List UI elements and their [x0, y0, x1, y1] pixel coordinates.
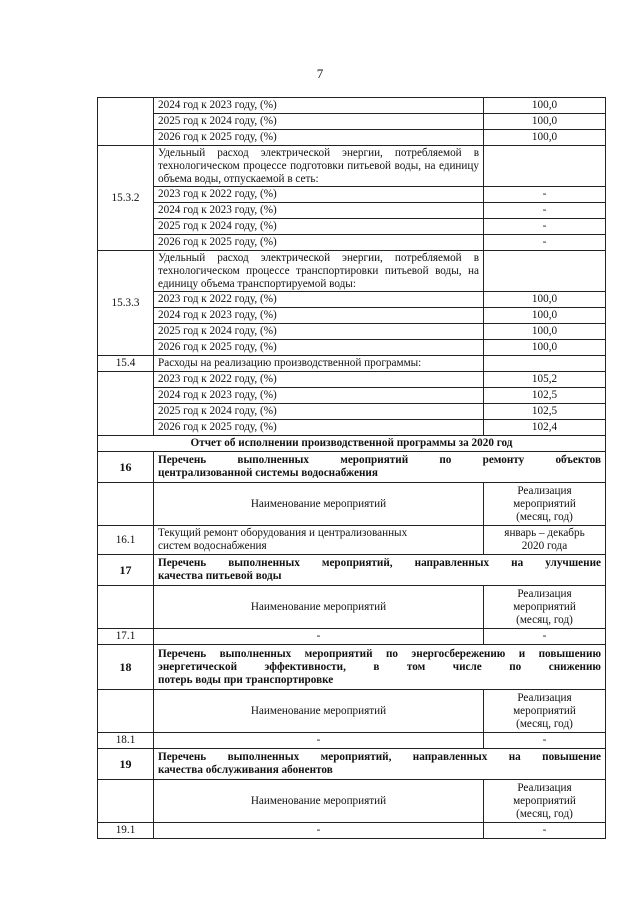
year-value: 105,2 [484, 372, 606, 388]
section-title-line: Перечень выполненных мероприятий по энергосбережению и [158, 647, 526, 660]
section-title-line: качества обслуживания абонентов [158, 764, 333, 776]
section-title-line: качества питьевой воды [158, 570, 282, 582]
item-value [484, 526, 606, 555]
year-value: 102,5 [484, 388, 606, 404]
empty-number-cell [98, 372, 154, 436]
section-row [98, 555, 606, 586]
item-value: - [484, 629, 606, 645]
header-line: (месяц, год) [516, 510, 573, 523]
empty-number-cell [98, 98, 154, 146]
table-row [98, 340, 606, 356]
item-description: - [154, 823, 484, 839]
year-label: 2024 год к 2023 году, (%) [154, 388, 484, 404]
section-row [98, 749, 606, 780]
item-number: 18.1 [98, 733, 154, 749]
table-row [98, 251, 606, 292]
year-value: 100,0 [484, 324, 606, 340]
column-header-realization [484, 586, 606, 629]
table-row [98, 146, 606, 187]
value-line: январь – декабрь [504, 527, 585, 539]
item-value: - [484, 733, 606, 749]
table-row [98, 130, 606, 146]
header-row [98, 586, 606, 629]
header-line: мероприятий [513, 704, 576, 717]
table-row [98, 292, 606, 308]
item-number: 19.1 [98, 823, 154, 839]
item-number: 15.3.2 [98, 146, 154, 251]
section-title-line: централизованной системы водоснабжения [158, 467, 378, 479]
item-description [154, 526, 484, 555]
section-number: 19 [98, 749, 154, 780]
table-row [98, 388, 606, 404]
empty-number-cell [98, 483, 154, 526]
year-value: 102,4 [484, 420, 606, 436]
table-row [98, 324, 606, 340]
year-label: 2026 год к 2025 году, (%) [154, 130, 484, 146]
section-title-line: повышению энергетической эффективности, в том числе по снижению [158, 647, 601, 673]
column-header-name: Наименование мероприятий [154, 780, 484, 823]
column-header-name: Наименование мероприятий [154, 586, 484, 629]
table-row [98, 98, 606, 114]
empty-value-cell [484, 146, 606, 187]
description-line: Текущий ремонт оборудования и централизованных [158, 527, 408, 539]
year-label: 2023 год к 2022 году, (%) [154, 187, 484, 203]
table-row [98, 823, 606, 839]
year-label: 2025 год к 2024 году, (%) [154, 324, 484, 340]
section-title-line: Перечень выполненных мероприятий, направленных на повышение [158, 751, 601, 763]
section-row [98, 452, 606, 483]
year-label: 2026 год к 2025 году, (%) [154, 340, 484, 356]
table-row [98, 356, 606, 372]
table-row [98, 203, 606, 219]
header-line: (месяц, год) [516, 613, 573, 626]
table-row [98, 420, 606, 436]
year-label: 2026 год к 2025 году, (%) [154, 235, 484, 251]
header-line: (месяц, год) [516, 807, 573, 820]
empty-value-cell [484, 251, 606, 292]
year-value: - [484, 219, 606, 235]
year-label: 2023 год к 2022 году, (%) [154, 292, 484, 308]
table-row [98, 526, 606, 555]
section-title [154, 749, 606, 780]
header-line: (месяц, год) [516, 717, 573, 730]
year-label: 2024 год к 2023 году, (%) [154, 98, 484, 114]
empty-number-cell [98, 780, 154, 823]
item-description: - [154, 733, 484, 749]
header-row [98, 483, 606, 526]
year-value: - [484, 235, 606, 251]
year-label: 2025 год к 2024 году, (%) [154, 114, 484, 130]
header-line: Реализация [517, 691, 572, 704]
year-value: - [484, 187, 606, 203]
column-header-realization [484, 483, 606, 526]
year-label: 2023 год к 2022 году, (%) [154, 372, 484, 388]
year-label: 2025 год к 2024 году, (%) [154, 404, 484, 420]
year-value: 100,0 [484, 130, 606, 146]
column-header-realization [484, 690, 606, 733]
item-number: 16.1 [98, 526, 154, 555]
table-row [98, 404, 606, 420]
year-value: 102,5 [484, 404, 606, 420]
column-header-realization [484, 780, 606, 823]
item-description: - [154, 629, 484, 645]
item-number: 15.4 [98, 356, 154, 372]
empty-value-cell [484, 356, 606, 372]
description-line: систем водоснабжения [158, 540, 267, 552]
year-value: 100,0 [484, 308, 606, 324]
table-row [98, 372, 606, 388]
table-row [98, 114, 606, 130]
year-value: 100,0 [484, 114, 606, 130]
column-header-name: Наименование мероприятий [154, 690, 484, 733]
item-description: Расходы на реализацию производственной программы: [154, 356, 484, 372]
year-value: 100,0 [484, 340, 606, 356]
section-row [98, 645, 606, 690]
item-value: - [484, 823, 606, 839]
section-number: 17 [98, 555, 154, 586]
table-row [98, 308, 606, 324]
year-label: 2024 год к 2023 году, (%) [154, 308, 484, 324]
year-label: 2024 год к 2023 году, (%) [154, 203, 484, 219]
year-value: 100,0 [484, 98, 606, 114]
value-line: 2020 года [521, 540, 568, 552]
section-title-line: потерь воды при транспортировке [158, 673, 334, 686]
item-number: 15.3.3 [98, 251, 154, 356]
table-row [98, 436, 606, 452]
header-line: мероприятий [513, 600, 576, 613]
header-line: мероприятий [513, 794, 576, 807]
header-line: Реализация [517, 781, 572, 794]
table-row [98, 629, 606, 645]
table-row [98, 235, 606, 251]
table-row [98, 733, 606, 749]
section-title-line: Перечень выполненных мероприятий по ремонту объектов [158, 454, 601, 466]
section-title [154, 645, 606, 690]
year-value: 100,0 [484, 292, 606, 308]
header-row [98, 780, 606, 823]
section-number: 18 [98, 645, 154, 690]
header-line: Реализация [517, 587, 572, 600]
item-description: Удельный расход электрической энергии, потребляемой в технологическом процессе подготовки питьевой воды, на единицу объема воды, отпускаемой в сеть: [154, 146, 484, 187]
year-value: - [484, 203, 606, 219]
document-table [97, 97, 606, 839]
section-number: 16 [98, 452, 154, 483]
column-header-name: Наименование мероприятий [154, 483, 484, 526]
item-number: 17.1 [98, 629, 154, 645]
section-title-line: Перечень выполненных мероприятий, направленных на улучшение [158, 557, 601, 569]
header-row [98, 690, 606, 733]
header-line: мероприятий [513, 497, 576, 510]
year-label: 2026 год к 2025 году, (%) [154, 420, 484, 436]
header-line: Реализация [517, 484, 572, 497]
table-row [98, 187, 606, 203]
empty-number-cell [98, 690, 154, 733]
page-number: 7 [316, 66, 324, 81]
year-label: 2025 год к 2024 году, (%) [154, 219, 484, 235]
table-row [98, 219, 606, 235]
empty-number-cell [98, 586, 154, 629]
item-description: Удельный расход электрической энергии, потребляемой в технологическом процессе транспортировки питьевой воды, на единицу объема транспортируемой воды: [154, 251, 484, 292]
report-title: Отчет об исполнении производственной программы за 2020 год [98, 436, 606, 452]
section-title [154, 555, 606, 586]
section-title [154, 452, 606, 483]
